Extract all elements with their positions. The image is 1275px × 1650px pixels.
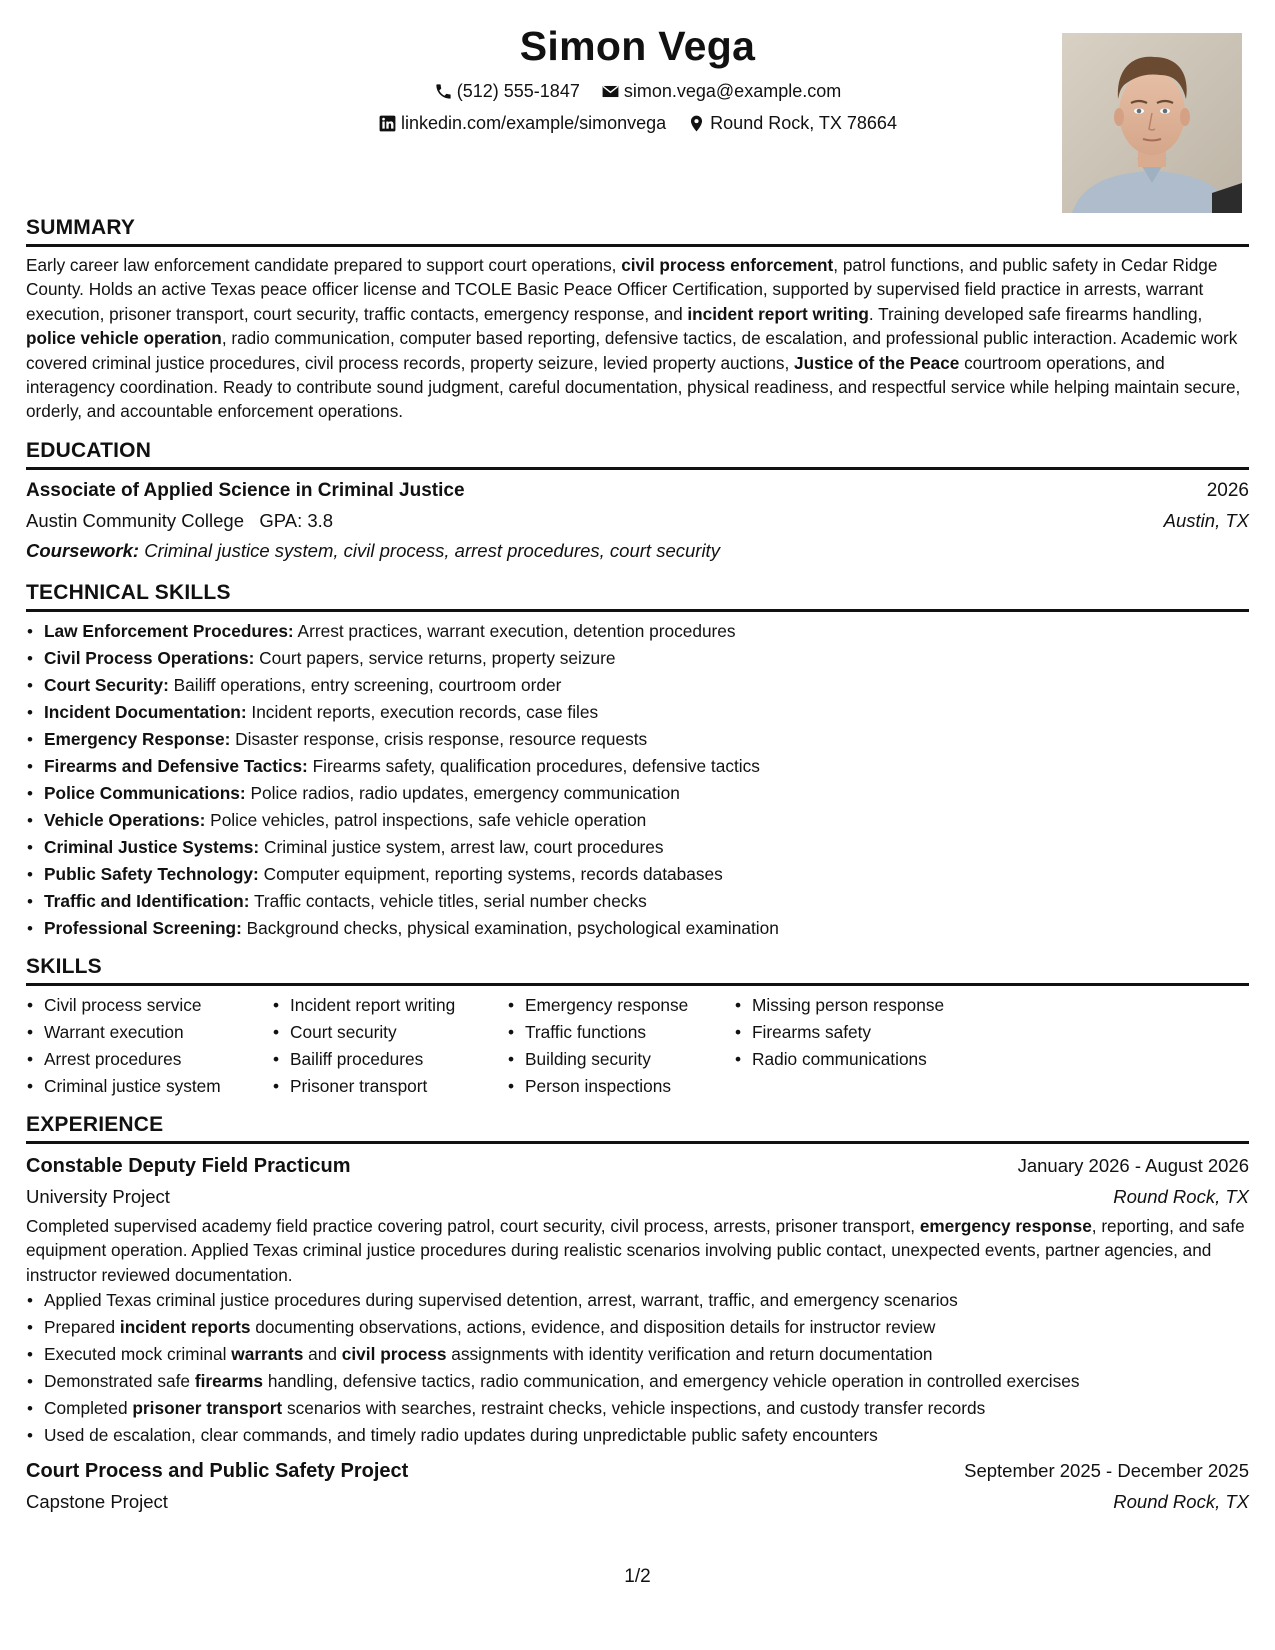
job-description	[26, 1214, 1249, 1287]
location-text: Round Rock, TX 78664	[710, 113, 897, 133]
skill-details: Disaster response, crisis response, resource requests	[235, 728, 648, 749]
bold-phrase: civil process	[341, 1344, 447, 1365]
text-run: Early career law enforcement candidate prepared to support court operations,	[26, 255, 622, 275]
skill-item: • Missing person response	[752, 992, 982, 1019]
skill-category: Public Safety Technology:	[44, 863, 259, 884]
skill-details: Incident reports, execution records, case files	[251, 701, 599, 722]
skills-column	[507, 992, 734, 1100]
degree-name: Associate of Applied Science in Criminal Justice	[26, 479, 465, 501]
text-run: , reporting, and safe equipment operation. Applied Texas criminal justice procedures during realistic scenarios involving public contact, unexpected events, partner agencies, and instructor reviewed documentation.	[26, 1215, 1245, 1285]
text-run: and	[303, 1344, 342, 1365]
technical-skill-item	[44, 753, 1249, 780]
skill-category: Criminal Justice Systems:	[44, 836, 260, 857]
phone-text: (512) 555-1847	[456, 81, 580, 101]
skill-item: • Criminal justice system	[44, 1073, 272, 1100]
text-run: Used de escalation, clear commands, and timely radio updates during unpredictable public safety encounters	[44, 1425, 878, 1446]
profile-photo	[1062, 33, 1242, 213]
technical-skill-item	[44, 645, 1249, 672]
experience-heading: EXPERIENCE	[26, 1112, 1249, 1144]
job-dates: September 2025 - December 2025	[964, 1460, 1249, 1482]
technical-skill-item	[44, 888, 1249, 915]
skill-details: Criminal justice system, arrest law, court procedures	[263, 836, 664, 857]
bold-phrase: prisoner transport	[132, 1398, 283, 1419]
skill-details: Bailiff operations, entry screening, courtroom order	[173, 674, 562, 695]
text-run: Demonstrated safe	[44, 1371, 195, 1392]
skill-details: Arrest practices, warrant execution, detention procedures	[297, 620, 736, 641]
job-title: Court Process and Public Safety Project	[26, 1460, 409, 1483]
skill-details: Police vehicles, patrol inspections, safe vehicle operation	[210, 809, 647, 830]
technical-skill-item	[44, 807, 1249, 834]
skill-details: Computer equipment, reporting systems, records databases	[263, 863, 723, 884]
school-name: Austin Community College	[26, 509, 244, 531]
skill-item: • Bailiff procedures	[290, 1046, 507, 1073]
skills-heading: SKILLS	[26, 954, 1249, 986]
job-bullet	[44, 1287, 1249, 1314]
bold-phrase: police vehicle operation	[26, 328, 222, 349]
skills-column	[272, 992, 507, 1100]
job-org: University Project	[26, 1185, 170, 1207]
text-run: handling, defensive tactics, radio communication, and emergency vehicle operation in controlled exercises	[263, 1371, 1080, 1392]
skill-category: Emergency Response:	[44, 728, 231, 749]
job-bullet	[44, 1314, 1249, 1341]
email-text: simon.vega@example.com	[623, 81, 842, 101]
bold-phrase: emergency response	[919, 1215, 1092, 1236]
text-run: . Training developed safe firearms handling,	[868, 303, 1203, 324]
resume-header	[26, 20, 1249, 215]
skills-section	[26, 954, 1249, 1100]
bold-phrase: incident report writing	[687, 303, 869, 324]
job-bullet	[44, 1341, 1249, 1368]
education-school-row	[26, 506, 1249, 536]
summary-text	[26, 253, 1249, 424]
technical-skill-item	[44, 915, 1249, 942]
bold-phrase: firearms	[194, 1371, 264, 1392]
technical-skill-item	[44, 672, 1249, 699]
graduation-date: 2026	[1206, 479, 1249, 501]
text-run: documenting observations, actions, evidence, and disposition details for instructor review	[250, 1317, 936, 1338]
skill-item: • Person inspections	[525, 1073, 734, 1100]
text-run: courtroom operations, and interagency coordination. Ready to contribute sound judgment, careful documentation, physical readiness, and respectful service while helping maintain secure, orderly, and accountable enforcement operations.	[26, 352, 1241, 422]
skills-column	[26, 992, 272, 1100]
skill-category: Court Security:	[44, 674, 169, 695]
skill-item: • Incident report writing	[290, 992, 507, 1019]
job-title-row	[26, 1150, 1249, 1182]
skill-item: • Civil process service	[44, 992, 272, 1019]
job-bullet	[44, 1395, 1249, 1422]
job-location: Round Rock, TX	[1113, 1491, 1249, 1513]
location-contact	[687, 112, 897, 134]
job-org-row	[26, 1487, 1249, 1517]
skill-item: • Warrant execution	[44, 1019, 272, 1046]
text-run: Completed	[44, 1398, 133, 1419]
text-run: Prepared	[44, 1317, 120, 1338]
school-line	[26, 506, 333, 536]
technical-skill-item	[44, 861, 1249, 888]
skill-category: Civil Process Operations:	[44, 647, 255, 668]
job-bullet	[44, 1422, 1249, 1449]
linkedin-icon	[378, 114, 397, 133]
technical-skills-section	[26, 580, 1249, 942]
skill-item: • Radio communications	[752, 1046, 982, 1073]
job-bullets	[26, 1287, 1249, 1449]
coursework-label: Coursework:	[26, 539, 140, 561]
coursework-line	[26, 536, 1249, 566]
skill-item: • Traffic functions	[525, 1019, 734, 1046]
bold-phrase: incident reports	[119, 1317, 251, 1338]
text-run: assignments with identity verification and return documentation	[446, 1344, 933, 1365]
skill-category: Traffic and Identification:	[44, 890, 250, 911]
technical-skill-item	[44, 618, 1249, 645]
summary-heading: SUMMARY	[26, 215, 1249, 247]
job-location: Round Rock, TX	[1113, 1185, 1249, 1207]
job-bullet	[44, 1368, 1249, 1395]
skill-details: Traffic contacts, vehicle titles, serial number checks	[253, 890, 647, 911]
skill-item: • Court security	[290, 1019, 507, 1046]
job-entry	[26, 1150, 1249, 1449]
skill-details: Police radios, radio updates, emergency communication	[250, 782, 680, 803]
technical-skill-item	[44, 726, 1249, 753]
linkedin-text: linkedin.com/example/simonvega	[401, 113, 667, 133]
text-run: , radio communication, computer based reporting, defensive tactics, de escalation, and professional public interaction. Academic work covered criminal justice procedures, civil process records, property seizure, levied property auctions,	[26, 328, 1238, 373]
skill-category: Vehicle Operations:	[44, 809, 206, 830]
technical-skills-heading: TECHNICAL SKILLS	[26, 580, 1249, 612]
skill-category: Professional Screening:	[44, 917, 242, 938]
skills-column	[734, 992, 982, 1100]
job-entry	[26, 1455, 1249, 1517]
bold-phrase: Justice of the Peace	[794, 352, 960, 373]
skill-details: Firearms safety, qualification procedures, defensive tactics	[312, 755, 760, 776]
technical-skill-item	[44, 780, 1249, 807]
skill-item: • Building security	[525, 1046, 734, 1073]
bold-phrase: civil process enforcement	[621, 255, 834, 275]
summary-section	[26, 215, 1249, 424]
job-title-row	[26, 1455, 1249, 1487]
text-run: scenarios with searches, restraint checks, vehicle inspections, and custody transfer records	[282, 1398, 986, 1419]
map-pin-icon	[687, 114, 706, 133]
technical-skill-item	[44, 834, 1249, 861]
page-number: 1/2	[624, 1566, 651, 1587]
bold-phrase: warrants	[231, 1344, 304, 1365]
job-title: Constable Deputy Field Practicum	[26, 1154, 351, 1177]
phone-contact[interactable]	[434, 80, 580, 102]
school-location: Austin, TX	[1163, 509, 1249, 531]
text-run: , patrol functions, and public safety in Cedar Ridge County. Holds an active Texas peace officer license and TCOLE Basic Peace Officer Certification, supported by supervised field practice in arrests, warrant execution, prisoner transport, court security, traffic contacts, emergency response, and	[26, 255, 1218, 324]
experience-section	[26, 1112, 1249, 1517]
resume-page	[26, 20, 1249, 1517]
skill-category: Incident Documentation:	[44, 701, 247, 722]
linkedin-contact[interactable]	[378, 112, 666, 134]
education-heading: EDUCATION	[26, 438, 1249, 470]
skill-details: Background checks, physical examination, psychological examination	[246, 917, 779, 938]
technical-skills-list	[26, 618, 1249, 942]
text-run: Executed mock criminal	[44, 1344, 232, 1365]
skill-details: Court papers, service returns, property seizure	[259, 647, 616, 668]
job-org: Capstone Project	[26, 1491, 168, 1513]
skill-category: Police Communications:	[44, 782, 246, 803]
text-run: Completed supervised academy field practice covering patrol, court security, civil process, arrests, prisoner transport,	[26, 1215, 920, 1236]
candidate-name: Simon Vega	[519, 23, 756, 69]
technical-skill-item	[44, 699, 1249, 726]
skill-category: Law Enforcement Procedures:	[44, 620, 294, 641]
text-run: Applied Texas criminal justice procedures during supervised detention, arrest, warrant, traffic, and emergency scenarios	[44, 1290, 958, 1311]
skills-grid	[26, 992, 1249, 1100]
skill-category: Firearms and Defensive Tactics:	[44, 755, 308, 776]
skill-item: • Arrest procedures	[44, 1046, 272, 1073]
job-dates: January 2026 - August 2026	[1017, 1154, 1249, 1176]
coursework-text: Criminal justice system, civil process, arrest procedures, court security	[144, 539, 720, 561]
email-contact[interactable]	[601, 80, 841, 102]
phone-icon	[434, 82, 453, 101]
envelope-icon	[601, 82, 620, 101]
gpa: GPA: 3.8	[259, 509, 334, 531]
skill-item: • Firearms safety	[752, 1019, 982, 1046]
job-org-row	[26, 1182, 1249, 1212]
education-section	[26, 438, 1249, 566]
education-degree-row	[26, 476, 1249, 506]
skill-item: • Prisoner transport	[290, 1073, 507, 1100]
skill-item: • Emergency response	[525, 992, 734, 1019]
